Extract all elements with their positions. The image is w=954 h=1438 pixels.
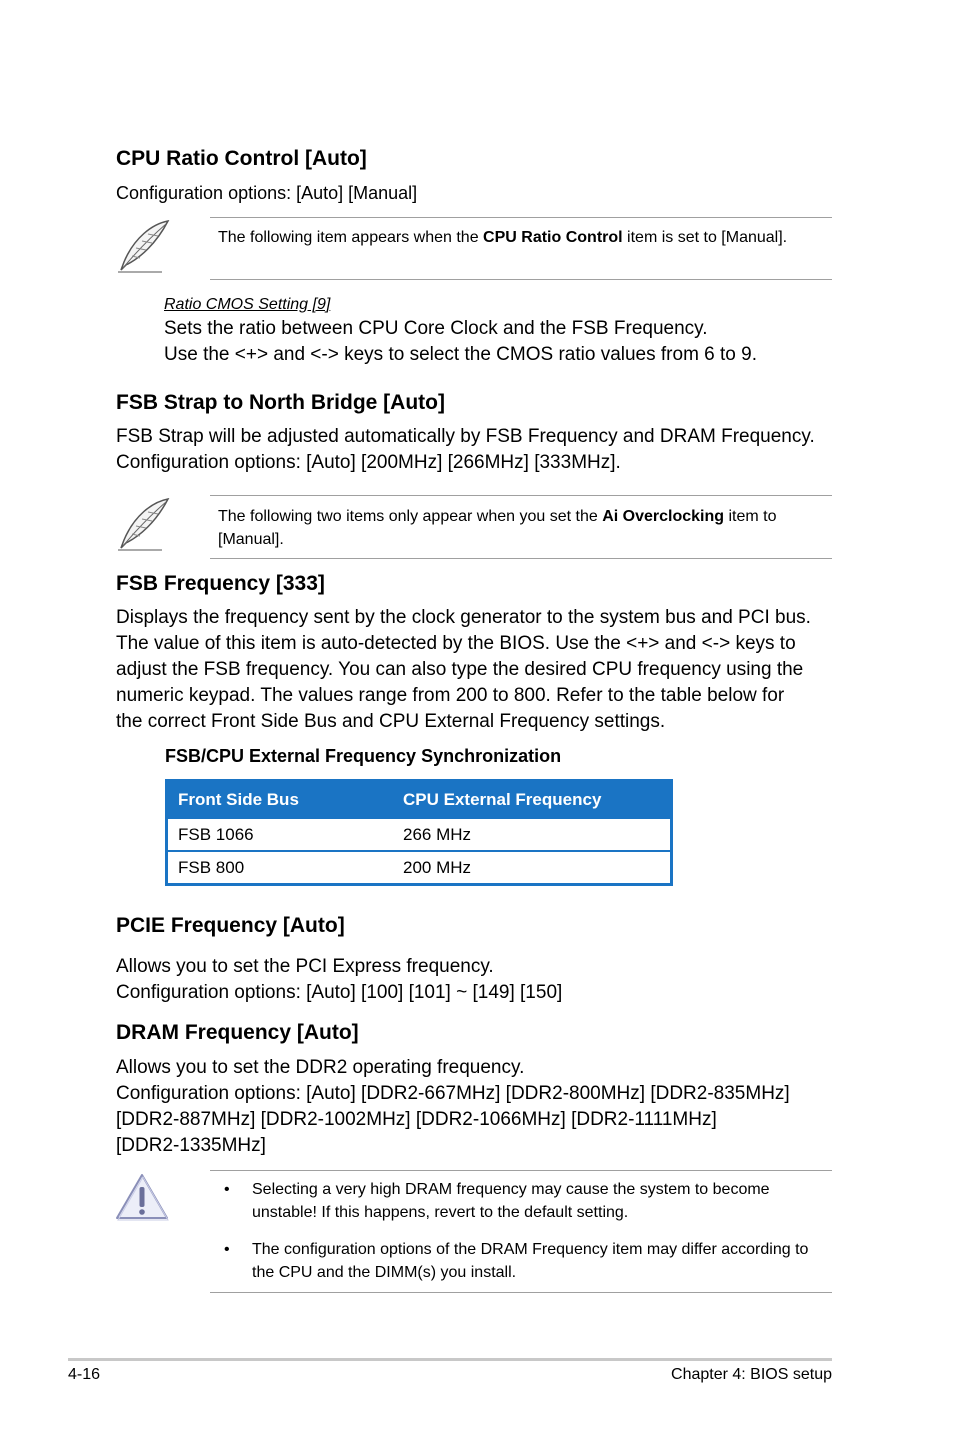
section-title-fsb-frequency: FSB Frequency [333] [116, 572, 325, 595]
section-title-cpu-ratio: CPU Ratio Control [Auto] [116, 147, 367, 170]
note-text-pre: The following two items only appear when you set the [218, 508, 603, 525]
note-rule-top [210, 217, 832, 218]
ratio-cmos-line2: Use the <+> and <-> keys to select the CMOS ratio values from 6 to 9. [164, 344, 757, 365]
table-header-cell: Front Side Bus [167, 781, 394, 819]
warning-triangle-icon [114, 1172, 170, 1222]
fsb-strap-line1: FSB Strap will be adjusted automatically by FSB Frequency and DRAM Frequency. [116, 426, 815, 447]
bullet: • [224, 1241, 230, 1258]
note-rule-bottom [210, 279, 832, 280]
warning-list [218, 1178, 828, 1298]
fsb-freq-line: adjust the FSB frequency. You can also type the desired CPU frequency using the [116, 659, 804, 680]
table-header-row [167, 781, 672, 819]
pcie-line2: Configuration options: [Auto] [100] [101] ~ [149] [150] [116, 982, 563, 1003]
fsb-sync-table [165, 779, 673, 886]
dram-line: Allows you to set the DDR2 operating frequency. [116, 1057, 525, 1078]
table-row [167, 818, 672, 851]
table-cell: 200 MHz [393, 851, 672, 885]
bullet: • [224, 1181, 230, 1198]
list-item [218, 1238, 828, 1284]
warning-text: The configuration options of the DRAM Frequency item may differ according to the CPU and the DIMM(s) you install. [252, 1241, 809, 1281]
note-rule-bottom [210, 558, 832, 559]
table-cell: FSB 800 [167, 851, 394, 885]
note-text-bold: CPU Ratio Control [483, 229, 623, 246]
chapter-label: Chapter 4: BIOS setup [671, 1366, 832, 1383]
table-row [167, 851, 672, 885]
fsb-freq-line: Displays the frequency sent by the clock generator to the system bus and PCI bus. [116, 607, 811, 628]
dram-line: Configuration options: [Auto] [DDR2-667MHz] [DDR2-800MHz] [DDR2-835MHz] [116, 1083, 790, 1104]
dram-line: [DDR2-887MHz] [DDR2-1002MHz] [DDR2-1066MHz] [DDR2-1111MHz] [116, 1109, 717, 1130]
table-title: FSB/CPU External Frequency Synchronization [165, 746, 562, 766]
cpu-ratio-config: Configuration options: [Auto] [Manual] [116, 183, 418, 203]
fsb-strap-line2: Configuration options: [Auto] [200MHz] [266MHz] [333MHz]. [116, 452, 621, 473]
fsb-freq-line: numeric keypad. The values range from 200 to 800. Refer to the table below for [116, 685, 785, 706]
fsb-freq-line: the correct Front Side Bus and CPU External Frequency settings. [116, 711, 666, 732]
pcie-line1: Allows you to set the PCI Express frequency. [116, 956, 494, 977]
dram-line: [DDR2-1335MHz] [116, 1135, 266, 1156]
ratio-cmos-subtitle: Ratio CMOS Setting [9] [164, 296, 331, 313]
note-text-cpu-ratio [218, 226, 828, 249]
table-cell: FSB 1066 [167, 818, 394, 851]
feather-quill-icon [112, 496, 174, 552]
note-text-pre: The following item appears when the [218, 229, 484, 246]
warning-rule-top [210, 1170, 832, 1171]
ratio-cmos-line1: Sets the ratio between CPU Core Clock and the FSB Frequency. [164, 318, 708, 339]
feather-quill-icon [112, 218, 174, 274]
footer-rule [68, 1358, 832, 1361]
note-text-post: item is set to [Manual]. [622, 229, 788, 246]
note-rule-top [210, 495, 832, 496]
warning-text: Selecting a very high DRAM frequency may cause the system to become unstable! If this happens, revert to the default setting. [252, 1181, 770, 1221]
section-title-dram-frequency: DRAM Frequency [Auto] [116, 1021, 359, 1044]
table-header-cell: CPU External Frequency [393, 781, 672, 819]
section-title-pcie-frequency: PCIE Frequency [Auto] [116, 914, 345, 937]
fsb-freq-line: The value of this item is auto-detected by the BIOS. Use the <+> and <-> keys to [116, 633, 796, 654]
note-text-post: item to [Manual]. [218, 508, 777, 548]
warning-rule-bottom [210, 1292, 832, 1293]
section-title-fsb-strap: FSB Strap to North Bridge [Auto] [116, 391, 445, 414]
note-text-bold: Ai Overclocking [602, 508, 725, 525]
table-cell: 266 MHz [393, 818, 672, 851]
note-text-ai-overclocking [218, 505, 828, 551]
page-number: 4-16 [68, 1366, 101, 1383]
list-item [218, 1178, 828, 1224]
